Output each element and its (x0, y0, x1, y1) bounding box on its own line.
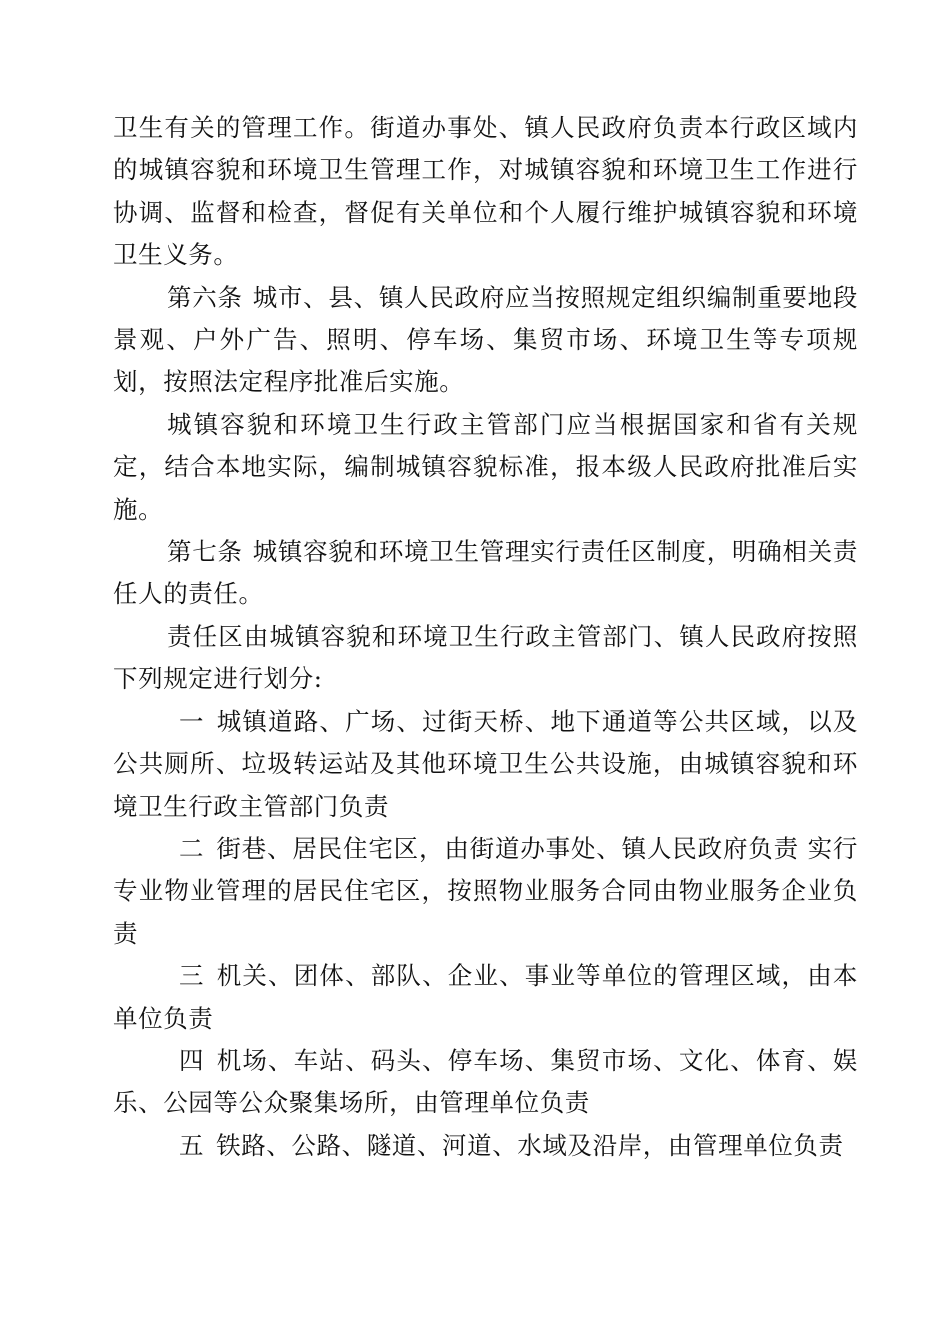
item-text: 城镇道路、广场、过街天桥、地下通道等公共区域，以及公共厕所、垃圾转运站及其他环境卫生公共设施，由城镇容貌和环境卫生行政主管部门负责 (113, 706, 858, 821)
list-item (113, 955, 858, 1040)
item-text: 铁路、公路、隧道、河道、水域及沿岸，由管理单位负责 (216, 1130, 844, 1160)
paragraph-continuation: 卫生有关的管理工作。街道办事处、镇人民政府负责本行政区域内的城镇容貌和环境卫生管理工作，对城镇容貌和环境卫生工作进行协调、监督和检查，督促有关单位和个人履行维护城镇容貌和环境卫生义务。 (113, 113, 858, 270)
list-item (113, 1040, 858, 1125)
item-number: 三 (179, 961, 205, 991)
article-seven (113, 531, 858, 616)
paragraph-responsibility-zones: 责任区由城镇容貌和环境卫生行政主管部门、镇人民政府按照下列规定进行划分: (113, 621, 858, 694)
article-six (113, 277, 858, 404)
item-number: 一 (179, 706, 205, 736)
list-item (113, 1125, 858, 1167)
item-number: 四 (179, 1045, 205, 1075)
document-body (113, 107, 858, 1167)
article-number: 第七条 (167, 537, 243, 567)
article-text: 城市、县、镇人民政府应当按照规定组织编制重要地段景观、户外广告、照明、停车场、集贸市场、环境卫生等专项规划，按照法定程序批准后实施。 (113, 282, 858, 397)
paragraph-standards: 城镇容貌和环境卫生行政主管部门应当根据国家和省有关规定，结合本地实际，编制城镇容貌标准，报本级人民政府批准后实施。 (113, 409, 858, 524)
item-text: 街巷、居民住宅区，由街道办事处、镇人民政府负责 实行专业物业管理的居民住宅区，按照物业服务合同由物业服务企业负责 (113, 833, 858, 948)
item-text: 机关、团体、部队、企业、事业等单位的管理区域，由本单位负责 (113, 961, 858, 1033)
item-text: 机场、车站、码头、停车场、集贸市场、文化、体育、娱乐、公园等公众聚集场所，由管理单位负责 (113, 1045, 858, 1118)
list-item (113, 701, 858, 828)
list-item (113, 828, 858, 955)
article-text: 城镇容貌和环境卫生管理实行责任区制度，明确相关责任人的责任。 (113, 537, 858, 609)
item-number: 五 (179, 1130, 205, 1160)
item-number: 二 (179, 833, 205, 863)
article-number: 第六条 (167, 282, 243, 312)
